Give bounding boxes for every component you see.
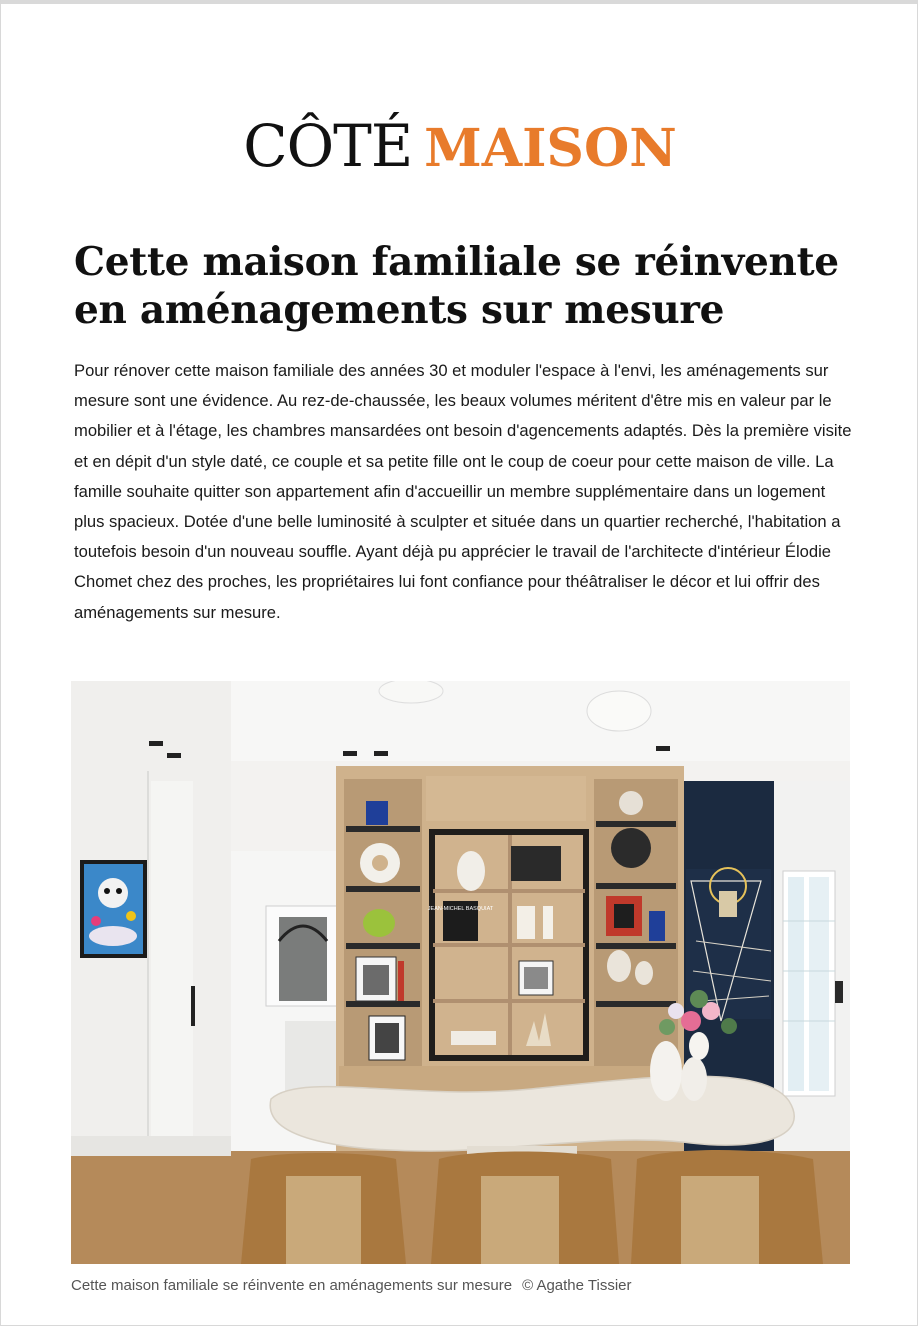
article-title: Cette maison familiale se réinvente en aménagements sur mesure xyxy=(74,239,839,333)
photo-credit: © Agathe Tissier xyxy=(522,1277,632,1294)
photo-caption xyxy=(71,1277,851,1294)
article-photo xyxy=(71,681,850,1264)
logo-part-maison: MAISON xyxy=(424,118,677,179)
book-cover-text: JEAN-MICHEL BASQUIAT xyxy=(427,906,494,912)
site-logo[interactable] xyxy=(1,112,918,180)
caption-text: Cette maison familiale se réinvente en aménagements sur mesure xyxy=(71,1277,513,1294)
article-lead: Pour rénover cette maison familiale des années 30 et moduler l'espace à l'envi, les aménagements sur mesure sont une évidence. Au rez-de-chaussée, les beaux volumes méritent d'être mis en valeur par le mobilier et à l'étage, les chambres mansardées ont besoin d'agencements adaptés. Dès la première visite et en dépit d'un style daté, ce couple et sa petite fille ont le coup de coeur pour cette maison de ville. La famille souhaite quitter son appartement afin d'accueillir un membre supplémentaire dans un logement plus spacieux. Dotée d'une belle luminosité à sculpter et située dans un quartier recherché, l'habitation a toutefois besoin d'un nouveau souffle. Ayant déjà pu apprécier le travail de l'architecte d'intérieur Élodie Chomet chez des proches, les propriétaires lui font confiance pour théâtraliser le décor et lui offrir des aménagements sur mesure. xyxy=(74,361,852,622)
logo-part-cote: CÔTÉ xyxy=(243,112,413,180)
